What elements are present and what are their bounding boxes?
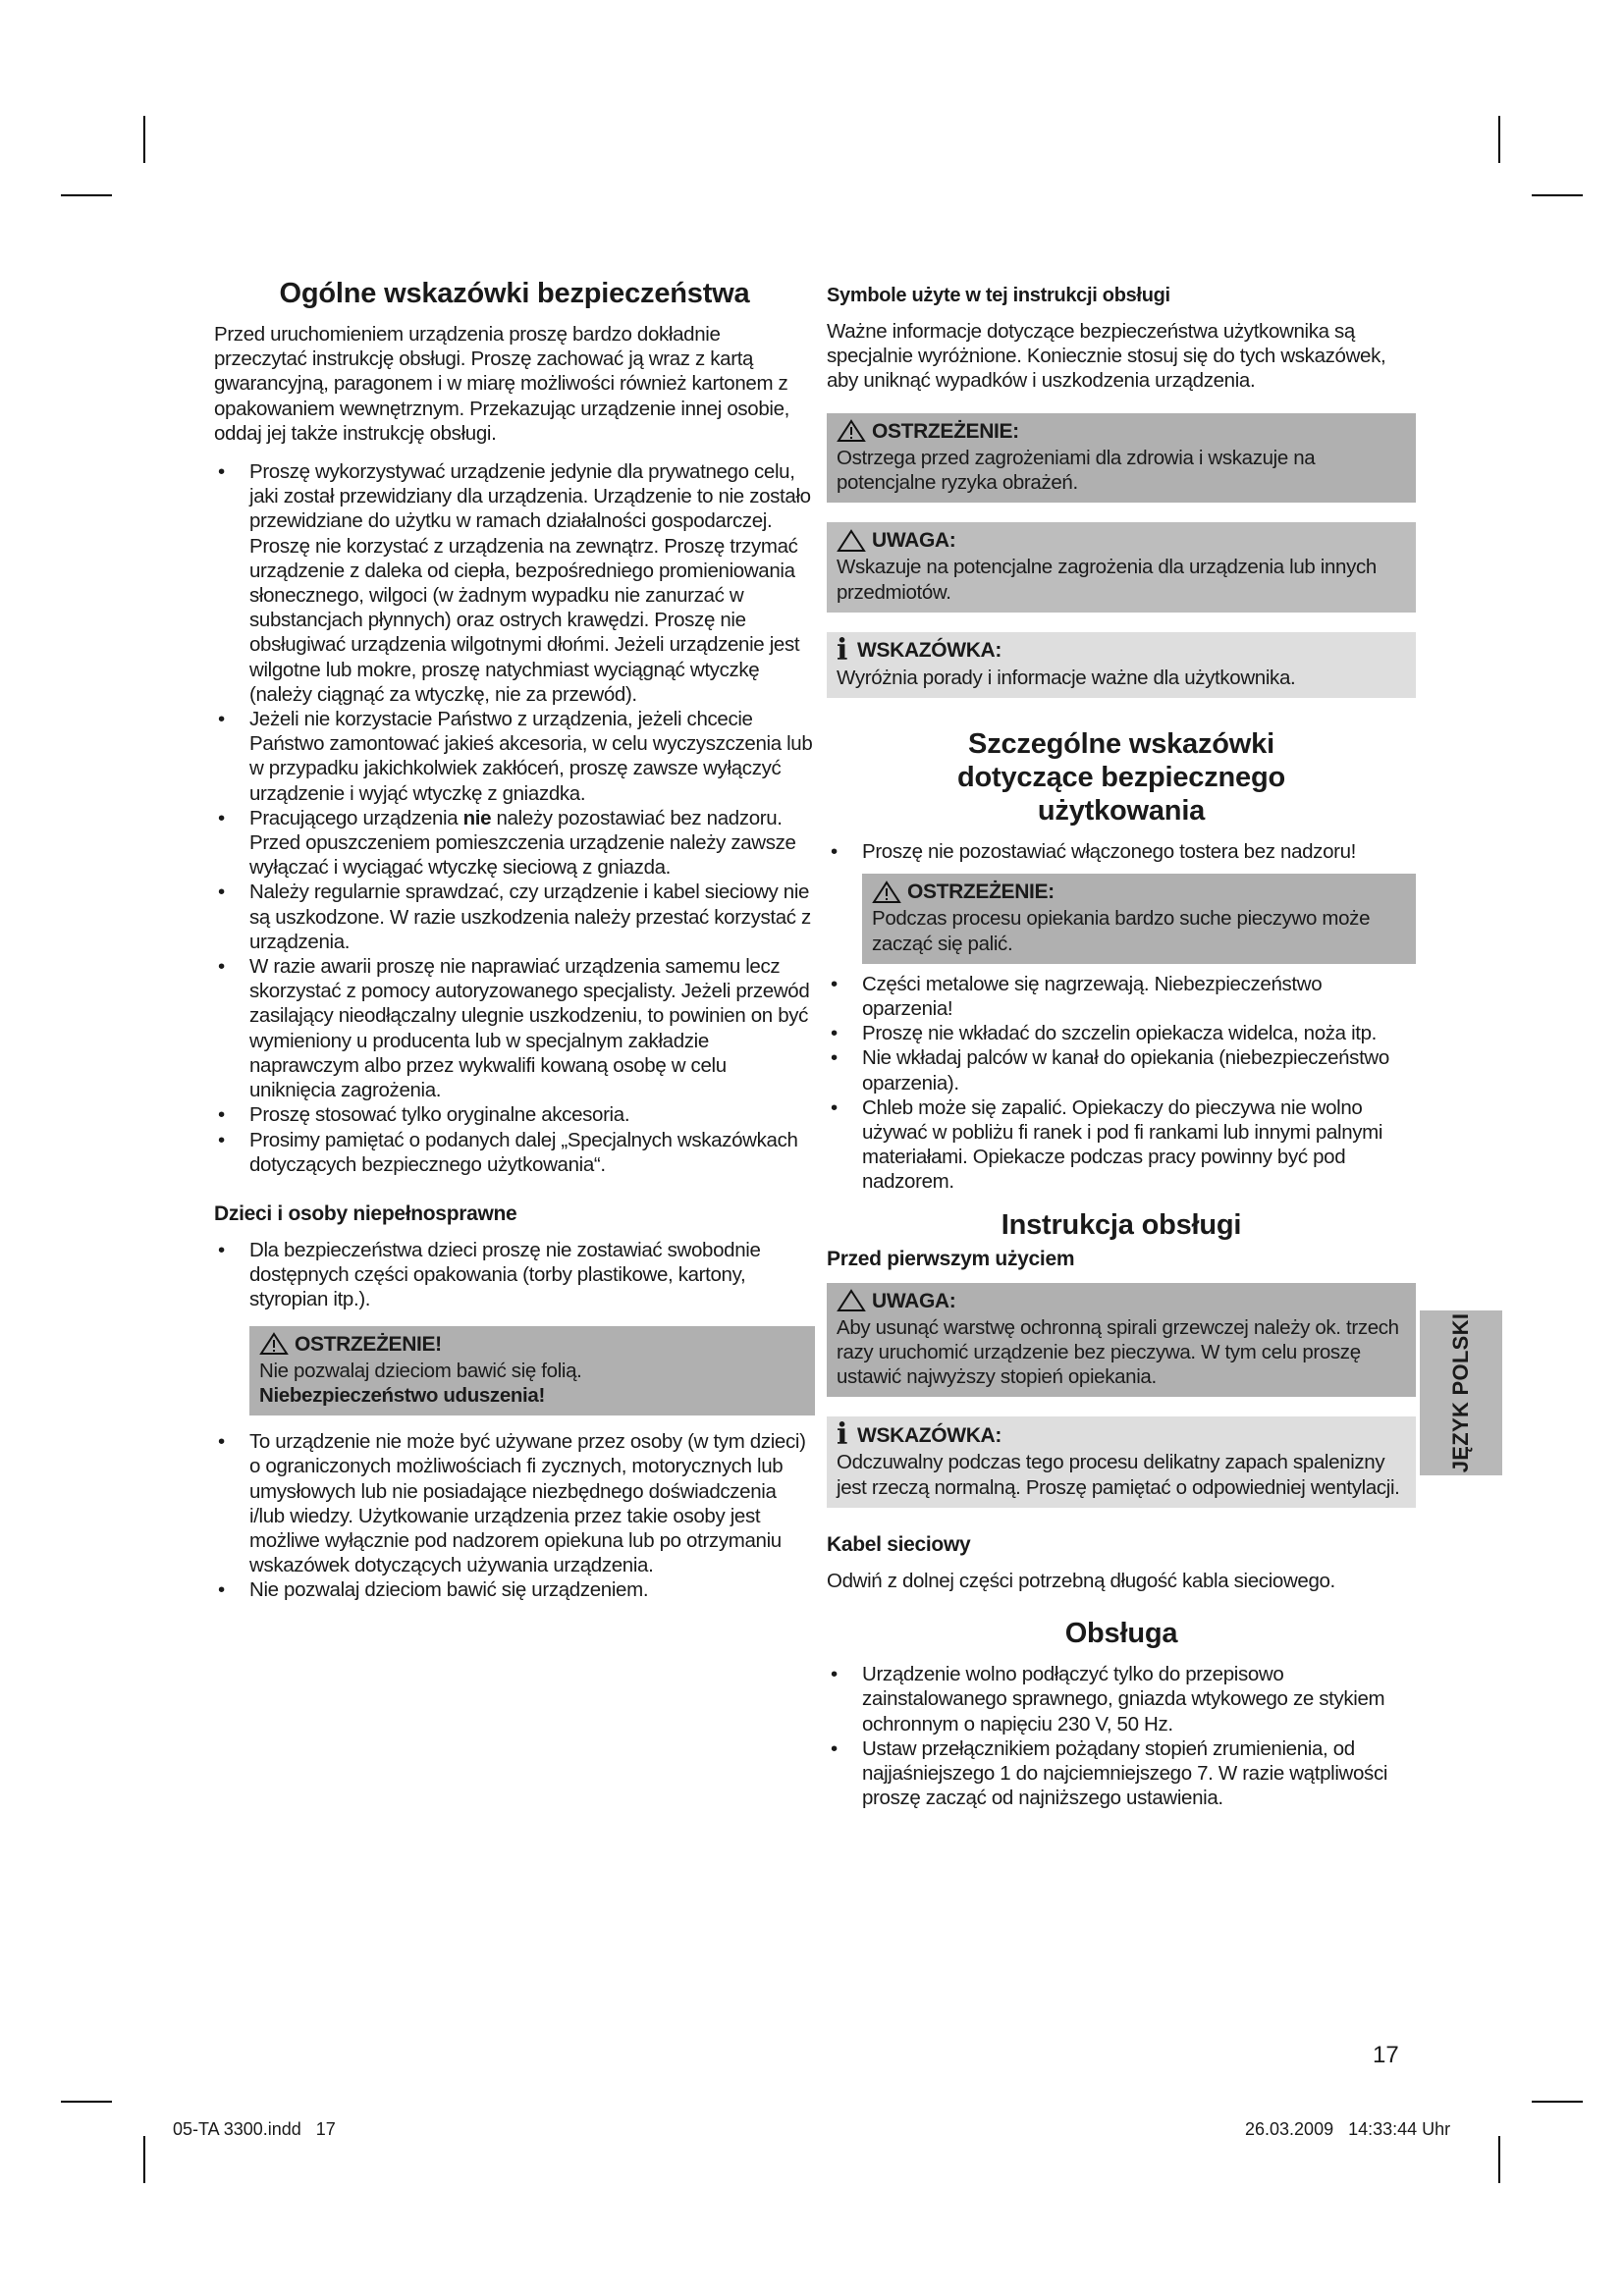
caution-title-text: UWAGA: bbox=[872, 1289, 956, 1312]
warning-icon bbox=[837, 419, 866, 443]
caution-title bbox=[837, 1289, 1406, 1313]
note-title-text: WSKAZÓWKA: bbox=[857, 1423, 1002, 1447]
warning-text: Ostrzega przed zagrożeniami dla zdrowia i wskazuje na potencjalne ryzyka obrażeń. bbox=[837, 446, 1316, 495]
language-side-tab-label: JĘZYK POLSKI bbox=[1448, 1312, 1473, 1473]
caution-title-text: UWAGA: bbox=[872, 529, 956, 553]
special-bullets-2 bbox=[827, 972, 1416, 1195]
safety-intro: Przed uruchomieniem urządzenia proszę bardzo dokładnie przeczytać instrukcję obsługi. Proszę zachować ją wraz z kartą gwarancyjną, paragonem i w miarę możliwości również kartonem z opakowaniem wewnętrznym. Przekazując urządzenie innej osobie, oddaj jej także instrukcję obsługi. bbox=[214, 323, 789, 445]
warning-text-bold: Niebezpieczeństwo uduszenia! bbox=[259, 1383, 545, 1407]
list-item: • Proszę nie pozostawiać włączonego tostera bez nadzoru! bbox=[827, 839, 1416, 864]
list-item: • Nie wkładaj palców w kanał do opiekania (niebezpieczeństwo oparzenia). bbox=[827, 1045, 1416, 1095]
crop-mark bbox=[1532, 2101, 1583, 2103]
crop-mark bbox=[143, 2136, 145, 2183]
right-column bbox=[827, 285, 1416, 1824]
special-bullets bbox=[827, 839, 1416, 864]
list-item: • Jeżeli nie korzystacie Państwo z urządzenia, jeżeli chcecie Państwo zamontować jakieś akcesoria, w celu wyczyszczenia lub w przypadku jakichkolwiek zakłóceń, proszę zawsze wyłączyć urządzenie i wyjąć wtyczkę z gniazdka. bbox=[214, 707, 815, 806]
caution-text: Aby usunąć warstwę ochronną spirali grzewczej należy ok. trzech razy uruchomić urządzenie bez pieczywa. W tym celu proszę ustawić najwyższy stopień opiekania. bbox=[837, 1315, 1399, 1389]
cable-text: Odwiń z dolnej części potrzebną długość kabla sieciowego. bbox=[827, 1569, 1335, 1592]
list-item bbox=[214, 806, 815, 881]
crop-mark bbox=[61, 194, 112, 196]
manual-title: Instrukcja obsługi bbox=[1001, 1208, 1242, 1241]
warning-title bbox=[872, 880, 1406, 904]
list-item-text: należy pozostawiać bez nadzoru. Przed opuszczeniem pomieszczenia urządzenie należy zawsze wyłączać i wyciągać wtyczkę sieciową z gniazda. bbox=[249, 806, 796, 880]
warning-box bbox=[827, 413, 1416, 504]
list-item: • Proszę nie wkładać do szczelin opiekacza widelca, noża itp. bbox=[827, 1021, 1416, 1045]
crop-mark bbox=[143, 116, 145, 163]
note-title-text: WSKAZÓWKA: bbox=[857, 639, 1002, 663]
first-use-caution-box bbox=[827, 1283, 1416, 1398]
operation-bullets bbox=[827, 1662, 1416, 1810]
safety-title: Ogólne wskazówki bezpieczeństwa bbox=[279, 278, 750, 309]
children-bullets-2 bbox=[214, 1429, 815, 1602]
warning-text: Podczas procesu opiekania bardzo suche pieczywo może zacząć się palić. bbox=[872, 907, 1371, 955]
symbols-text: Ważne informacje dotyczące bezpieczeństwa użytkownika są specjalnie wyróżnione. Koniecznie stosuj się do tych wskazówek, aby uniknąć wypadków i uszkodzenia urządzenia. bbox=[827, 320, 1386, 393]
crop-mark bbox=[1498, 2136, 1500, 2183]
children-bullets bbox=[214, 1238, 815, 1312]
caution-icon bbox=[837, 529, 866, 553]
list-item: • Prosimy pamiętać o podanych dalej „Specjalnych wskazówkach dotyczących bezpiecznego użytkowania“. bbox=[214, 1128, 815, 1177]
list-item: • Części metalowe się nagrzewają. Niebezpieczeństwo oparzenia! bbox=[827, 972, 1416, 1021]
info-icon: i bbox=[837, 632, 848, 667]
caution-icon bbox=[837, 1289, 866, 1312]
footer-right: 26.03.2009 14:33:44 Uhr bbox=[1245, 2119, 1451, 2139]
list-item: • Ustaw przełącznikiem pożądany stopień zrumienienia, od najjaśniejszego 1 do najciemniejszego 7. W razie wątpliwości proszę zacząć od najniższego ustawienia. bbox=[827, 1736, 1416, 1811]
list-item-text: Pracującego urządzenia bbox=[249, 806, 463, 829]
note-text: Odczuwalny podczas tego procesu delikatny zapach spalenizny jest rzeczą normalną. Proszę pamiętać o odpowiedniej wentylacji. bbox=[837, 1451, 1400, 1499]
note-title bbox=[837, 632, 1406, 667]
left-column bbox=[214, 277, 815, 1617]
list-item: • Chleb może się zapalić. Opiekaczy do pieczywa nie wolno używać w pobliżu fi ranek i pod fi rankami lub innymi palnymi materiałami. Opiekacze podczas pracy powinny być pod nadzorem. bbox=[827, 1095, 1416, 1195]
operation-title: Obsługa bbox=[1064, 1618, 1178, 1650]
warning-text: Nie pozwalaj dzieciom bawić się folią. bbox=[259, 1359, 582, 1382]
note-box bbox=[827, 632, 1416, 698]
list-item: • To urządzenie nie może być używane przez osoby (w tym dzieci) o ograniczonych możliwościach fi zycznych, motorycznych lub umysłowych lub nie posiadające niezbędnego doświadczenia i/lub wiedzy. Użytkowanie urządzenia przez takie osoby jest możliwe wyłącznie pod nadzorem opiekuna lub po otrzymaniu wskazówek dotyczących używania urządzenia. bbox=[214, 1429, 815, 1577]
first-use-heading: Przed pierwszym użyciem bbox=[827, 1247, 1075, 1270]
symbols-heading: Symbole użyte w tej instrukcji obsługi bbox=[827, 285, 1170, 306]
children-heading: Dzieci i osoby niepełnosprawne bbox=[214, 1201, 517, 1225]
list-item: • Należy regularnie sprawdzać, czy urządzenie i kabel sieciowy nie są uszkodzone. W razie uszkodzenia należy przestać korzystać z urządzenia. bbox=[214, 880, 815, 954]
warning-icon bbox=[259, 1332, 289, 1356]
warning-title-text: OSTRZEŻENIE: bbox=[872, 419, 1019, 443]
warning-title bbox=[837, 419, 1406, 444]
page-number: 17 bbox=[1373, 2042, 1399, 2068]
crop-mark bbox=[1498, 116, 1500, 163]
caution-title bbox=[837, 528, 1406, 553]
list-item: • Nie pozwalaj dzieciom bawić się urządzeniem. bbox=[214, 1577, 815, 1602]
list-item: • Proszę wykorzystywać urządzenie jedynie dla prywatnego celu, jaki został przewidziany dla urządzenia. Urządzenie to nie zostało przewidziane do użytku w ramach działalności gospodarczej. Proszę nie korzystać z urządzenia na zewnątrz. Proszę trzymać urządzenie z daleka od ciepła, bezpośredniego promieniowania słonecznego, wilgoci (w żadnym wypadku nie zanurzać w substancjach płynnych) oraz ostrych krawędzi. Proszę nie obsługiwać urządzenia wilgotnymi dłońmi. Jeżeli urządzenie jest wilgotne lub mokre, proszę natychmiast wyciągnąć wtyczkę (należy ciągnąć za wtyczkę, nie za przewód). bbox=[214, 459, 815, 707]
caution-text: Wskazuje na potencjalne zagrożenia dla urządzenia lub innych przedmiotów. bbox=[837, 556, 1377, 604]
note-text: Wyróżnia porady i informacje ważne dla użytkownika. bbox=[837, 666, 1296, 689]
caution-box bbox=[827, 522, 1416, 613]
crop-mark bbox=[1532, 194, 1583, 196]
info-icon: i bbox=[837, 1417, 848, 1453]
list-item: • Urządzenie wolno podłączyć tylko do przepisowo zainstalowanego sprawnego, gniazda wtykowego ze stykiem ochronnym o napięciu 230 V, 50 Hz. bbox=[827, 1662, 1416, 1736]
list-item: • W razie awarii proszę nie naprawiać urządzenia samemu lecz skorzystać z pomocy autoryzowanego specjalisty. Jeżeli przewód zasilający nieodłączalny ulegnie uszkodzeniu, to powinien on być wymieniony u producenta lub w specjalnym zakładzie naprawczym albo przez wykwalifi kowaną osobę w celu uniknięcia zagrożenia. bbox=[214, 954, 815, 1102]
warning-title bbox=[259, 1332, 805, 1357]
safety-bullets bbox=[214, 459, 815, 1177]
list-item: • Proszę stosować tylko oryginalne akcesoria. bbox=[214, 1102, 815, 1127]
first-use-note-box bbox=[827, 1416, 1416, 1507]
warning-icon bbox=[872, 881, 901, 904]
warning-title-text: OSTRZEŻENIE! bbox=[295, 1332, 442, 1356]
crop-mark bbox=[61, 2101, 112, 2103]
warning-title-text: OSTRZEŻENIE: bbox=[907, 881, 1055, 904]
note-title bbox=[837, 1417, 1406, 1453]
special-warning-box bbox=[862, 874, 1416, 964]
language-side-tab bbox=[1420, 1310, 1502, 1475]
footer-left: 05-TA 3300.indd 17 bbox=[173, 2119, 336, 2139]
list-item: • Dla bezpieczeństwa dzieci proszę nie zostawiać swobodnie dostępnych części opakowania (torby plastikowe, kartony, styropian itp.). bbox=[214, 1238, 815, 1312]
special-title: Szczególne wskazówki dotyczące bezpiecznego użytkowania bbox=[956, 728, 1286, 828]
children-warning-box bbox=[249, 1326, 815, 1416]
cable-heading: Kabel sieciowy bbox=[827, 1532, 971, 1556]
list-item-emphasis: nie bbox=[462, 806, 492, 829]
